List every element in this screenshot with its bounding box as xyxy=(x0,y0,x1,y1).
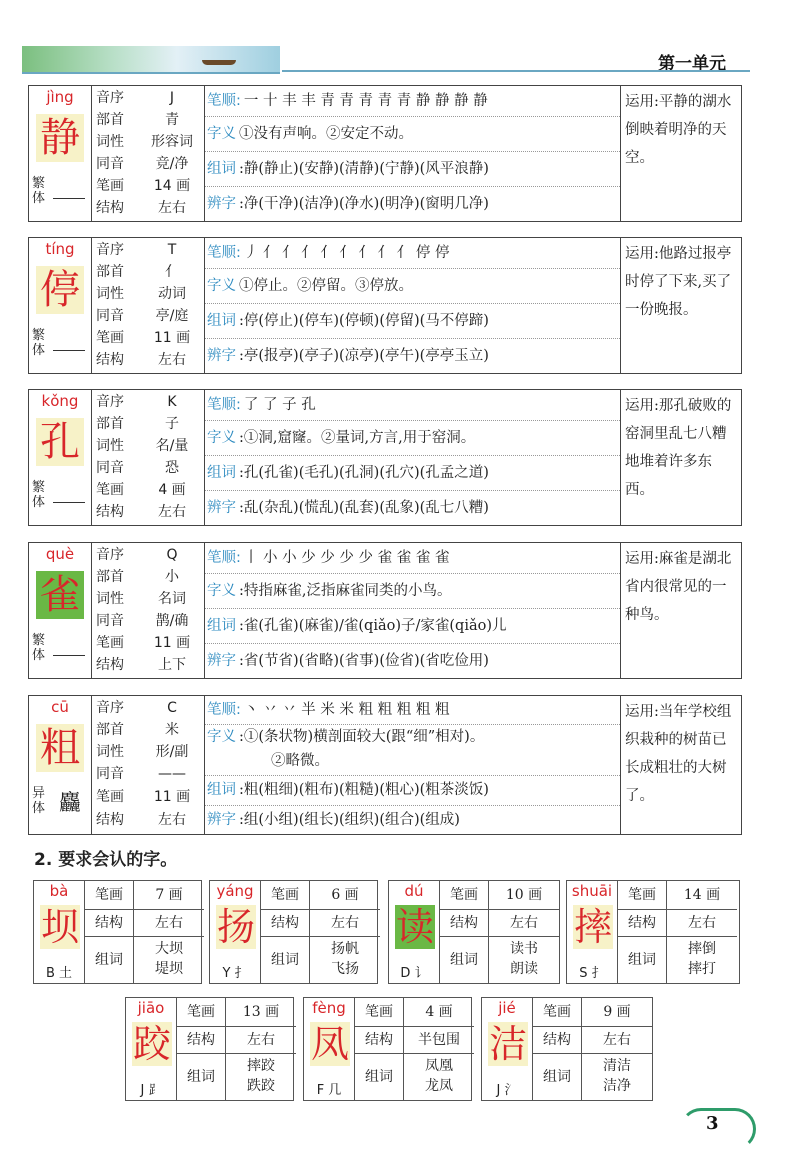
pinyin: què xyxy=(45,545,75,563)
info-key: 音序 xyxy=(96,90,124,106)
usage-example xyxy=(621,238,739,373)
structure-value: 左右 xyxy=(510,915,538,931)
card-radical: D 讠 xyxy=(400,966,428,981)
card-word: 摔跤 xyxy=(247,1058,275,1074)
usage-example xyxy=(621,696,739,834)
card-pinyin: dú xyxy=(404,882,424,900)
pinyin: cū xyxy=(51,698,69,716)
card-character: 凤 xyxy=(310,1022,349,1066)
card-pinyin: bà xyxy=(49,882,69,900)
info-value: 青 xyxy=(165,112,179,128)
card-radical: J ⻊ xyxy=(140,1083,162,1098)
card-radical: B 土 xyxy=(45,966,73,981)
header-banner-image xyxy=(22,46,280,74)
info-key: 结构 xyxy=(96,812,124,828)
card-word: 扬帆 xyxy=(331,941,359,957)
info-value: Q xyxy=(166,547,178,563)
traditional-label: 繁体 xyxy=(32,176,46,206)
char-details xyxy=(205,238,621,373)
card-char-cell xyxy=(304,998,355,1100)
info-value: 11 画 xyxy=(153,789,191,805)
pinyin: tíng xyxy=(45,240,75,258)
strokes-value: 14 画 xyxy=(683,887,721,903)
meaning-text: :①(条状物)横剖面较大(跟“细”相对)。 xyxy=(239,729,485,745)
info-key: 词性 xyxy=(96,134,124,150)
words-label: 组词 xyxy=(207,618,236,634)
info-key: 笔画 xyxy=(96,482,124,498)
distinguish-text: :乱(杂乱)(慌乱)(乱套)(乱象)(乱七八糟) xyxy=(239,500,489,516)
recognize-card-jiao xyxy=(125,997,294,1101)
info-key: 部首 xyxy=(96,569,124,585)
strokes-key: 笔画 xyxy=(85,881,134,909)
structure-value: 半包围 xyxy=(418,1032,460,1048)
char-details xyxy=(205,86,621,221)
distinguish-label: 辨字 xyxy=(207,812,236,828)
info-key: 笔画 xyxy=(96,635,124,651)
traditional-blank xyxy=(53,655,85,656)
words-key: 组词 xyxy=(355,1054,404,1100)
usage-label: 运用 xyxy=(625,704,654,720)
info-key: 音序 xyxy=(96,394,124,410)
char-cell xyxy=(29,86,92,221)
info-value: 11 画 xyxy=(153,635,191,651)
recognize-card-jie xyxy=(481,997,653,1101)
info-key: 同音 xyxy=(96,156,124,172)
info-value: 动词 xyxy=(158,286,186,302)
char-info xyxy=(92,543,205,678)
words-label: 组词 xyxy=(207,465,236,481)
structure-key: 结构 xyxy=(533,1027,582,1053)
char-details xyxy=(205,390,621,525)
words-label: 组词 xyxy=(207,313,236,329)
structure-value: 左右 xyxy=(247,1032,275,1048)
info-value: 11 画 xyxy=(153,330,191,346)
distinguish-text: :亭(报亭)(亭子)(凉亭)(亭午)(亭亭玉立) xyxy=(239,348,489,364)
boat-illustration xyxy=(202,60,236,65)
recognize-card-du xyxy=(388,880,560,984)
words-key: 组词 xyxy=(261,937,310,983)
char-cell xyxy=(29,543,92,678)
char-entry-que xyxy=(28,542,742,679)
info-key: 笔画 xyxy=(96,178,124,194)
usage-label: 运用 xyxy=(625,551,654,567)
card-character: 跤 xyxy=(132,1022,171,1066)
info-value: 形/副 xyxy=(155,744,189,760)
info-key: 同音 xyxy=(96,460,124,476)
words-text: :静(静止)(安静)(清静)(宁静)(风平浪静) xyxy=(239,161,489,177)
strokes-value: 6 画 xyxy=(331,887,359,903)
info-key: 音序 xyxy=(96,547,124,563)
info-value: 4 画 xyxy=(158,482,186,498)
page-number: 3 xyxy=(706,1113,719,1134)
stroke-order: 丨 小 小 少 少 少 少 雀 雀 雀 雀 xyxy=(243,550,450,566)
words-key: 组词 xyxy=(85,937,134,983)
card-pinyin: shuāi xyxy=(571,882,613,900)
card-char-cell xyxy=(34,881,85,983)
stroke-order: 一 十 丰 丰 青 青 青 青 青 静 静 静 静 xyxy=(243,93,488,109)
info-value: 米 xyxy=(165,722,179,738)
strokes-label: 笔顺: xyxy=(207,550,241,566)
structure-value: 左右 xyxy=(603,1032,631,1048)
info-key: 词性 xyxy=(96,438,124,454)
structure-key: 结构 xyxy=(261,910,310,936)
recognize-card-yang xyxy=(209,880,378,984)
words-text: :雀(孔雀)(麻雀)/雀(qiǎo)子/家雀(qiǎo)儿 xyxy=(239,618,507,634)
info-value: 亻 xyxy=(165,264,179,280)
info-key: 笔画 xyxy=(96,330,124,346)
info-value: 亭/庭 xyxy=(155,308,189,324)
strokes-label: 笔顺: xyxy=(207,245,241,261)
info-value: 14 画 xyxy=(153,178,191,194)
card-character: 读 xyxy=(395,905,434,949)
distinguish-label: 辨字 xyxy=(207,196,236,212)
distinguish-text: :净(干净)(洁净)(净水)(明净)(窗明几净) xyxy=(239,196,489,212)
card-character: 扬 xyxy=(216,905,255,949)
structure-key: 结构 xyxy=(355,1027,404,1053)
usage-text: :那孔破败的窑洞里乱七八糟地堆着许多东西。 xyxy=(625,398,732,498)
char-details xyxy=(205,543,621,678)
words-text: :粗(粗细)(粗布)(粗糙)(粗心)(粗茶淡饭) xyxy=(239,782,489,798)
section-title: 2. 要求会认的字。 xyxy=(34,850,178,870)
char-info xyxy=(92,238,205,373)
distinguish-label: 辨字 xyxy=(207,500,236,516)
info-key: 同音 xyxy=(96,308,124,324)
traditional-blank xyxy=(53,198,85,199)
info-value: 上下 xyxy=(158,657,186,673)
card-word: 摔打 xyxy=(688,961,716,977)
big-character: 孔 xyxy=(36,418,84,466)
info-value: 左右 xyxy=(158,504,186,520)
info-key: 结构 xyxy=(96,504,124,520)
words-key: 组词 xyxy=(440,937,489,983)
usage-label: 运用 xyxy=(625,398,654,414)
traditional-label: 繁体 xyxy=(32,328,46,358)
card-pinyin: jié xyxy=(498,999,516,1017)
strokes-label: 笔顺: xyxy=(207,93,241,109)
meaning-text: ①停止。②停留。③停放。 xyxy=(239,278,413,294)
pinyin: jìng xyxy=(46,88,74,106)
usage-example xyxy=(621,390,739,525)
meaning-text: :①洞,窟窿。②量词,方言,用于窑洞。 xyxy=(239,430,476,446)
structure-key: 结构 xyxy=(440,910,489,936)
char-cell xyxy=(29,696,92,834)
big-character: 静 xyxy=(36,114,84,162)
structure-value: 左右 xyxy=(331,915,359,931)
card-char-cell xyxy=(567,881,618,983)
strokes-label: 笔顺: xyxy=(207,702,241,718)
card-word: 飞扬 xyxy=(331,961,359,977)
card-word: 凤凰 xyxy=(425,1058,453,1074)
meaning-text: ①没有声响。②安定不动。 xyxy=(239,126,413,142)
info-key: 部首 xyxy=(96,722,124,738)
card-char-cell xyxy=(210,881,261,983)
traditional-label: 繁体 xyxy=(32,480,46,510)
char-entry-cu xyxy=(28,695,742,835)
traditional-blank xyxy=(53,502,85,503)
card-radical: S 扌 xyxy=(579,966,605,981)
card-char-cell xyxy=(482,998,533,1100)
card-character: 坝 xyxy=(40,905,79,949)
card-word: 大坝 xyxy=(155,941,183,957)
pinyin: kǒng xyxy=(41,392,79,410)
usage-example xyxy=(621,543,739,678)
char-info xyxy=(92,696,205,834)
char-info xyxy=(92,390,205,525)
big-character: 停 xyxy=(36,266,84,314)
structure-key: 结构 xyxy=(177,1027,226,1053)
strokes-value: 9 画 xyxy=(603,1004,631,1020)
meaning-label: 字义 xyxy=(207,430,236,446)
big-character: 粗 xyxy=(36,724,84,772)
strokes-value: 13 画 xyxy=(242,1004,280,1020)
info-key: 音序 xyxy=(96,700,124,716)
meaning-label: 字义 xyxy=(207,729,236,745)
traditional-blank xyxy=(53,350,85,351)
info-key: 词性 xyxy=(96,591,124,607)
card-word: 跌跤 xyxy=(247,1078,275,1094)
info-value: 竞/净 xyxy=(155,156,189,172)
words-text: :停(停止)(停车)(停顿)(停留)(马不停蹄) xyxy=(239,313,489,329)
info-value: 左右 xyxy=(158,200,186,216)
header-divider xyxy=(282,70,750,72)
info-key: 部首 xyxy=(96,416,124,432)
info-key: 词性 xyxy=(96,744,124,760)
info-value: 名/量 xyxy=(155,438,189,454)
info-value: K xyxy=(167,394,177,410)
words-key: 组词 xyxy=(533,1054,582,1100)
meaning-label: 字义 xyxy=(207,278,236,294)
char-details xyxy=(205,696,621,834)
info-value: 名词 xyxy=(158,591,186,607)
info-value: —— xyxy=(158,766,186,782)
stroke-order: 丶 丷 丷 半 米 米 粗 粗 粗 粗 粗 xyxy=(243,702,450,718)
variant-label: 异体 xyxy=(32,786,46,816)
distinguish-label: 辨字 xyxy=(207,653,236,669)
words-text: :孔(孔雀)(毛孔)(孔洞)(孔穴)(孔孟之道) xyxy=(239,465,489,481)
card-pinyin: yáng xyxy=(216,882,254,900)
info-value: J xyxy=(169,90,175,106)
char-info xyxy=(92,86,205,221)
card-word: 洁净 xyxy=(603,1078,631,1094)
info-key: 结构 xyxy=(96,352,124,368)
unit-title: 第一单元 xyxy=(658,54,726,74)
card-word: 朗读 xyxy=(510,961,538,977)
card-radical: Y 扌 xyxy=(222,966,248,981)
strokes-value: 7 画 xyxy=(155,887,183,903)
info-key: 结构 xyxy=(96,657,124,673)
usage-text: :麻雀是湖北省内很常见的一种鸟。 xyxy=(625,551,732,623)
usage-label: 运用 xyxy=(625,94,654,110)
strokes-key: 笔画 xyxy=(261,881,310,909)
card-pinyin: jiāo xyxy=(137,999,165,1017)
big-character: 雀 xyxy=(36,571,84,619)
words-label: 组词 xyxy=(207,161,236,177)
info-key: 同音 xyxy=(96,766,124,782)
words-label: 组词 xyxy=(207,782,236,798)
char-entry-jing xyxy=(28,85,742,222)
distinguish-text: :省(节省)(省略)(省事)(俭省)(省吃俭用) xyxy=(239,653,489,669)
info-value: 左右 xyxy=(158,352,186,368)
card-word: 龙凤 xyxy=(425,1078,453,1094)
strokes-value: 4 画 xyxy=(425,1004,453,1020)
usage-text: :平静的湖水倒映着明净的天空。 xyxy=(625,94,732,166)
info-value: 鹊/确 xyxy=(155,613,189,629)
strokes-label: 笔顺: xyxy=(207,397,241,413)
stroke-order: 了 了 子 孔 xyxy=(243,397,316,413)
info-key: 词性 xyxy=(96,286,124,302)
info-key: 笔画 xyxy=(96,789,124,805)
card-radical: F 几 xyxy=(316,1083,342,1098)
distinguish-text: :组(小组)(组长)(组织)(组合)(组成) xyxy=(239,812,460,828)
usage-text: :当年学校组织栽种的树苗已长成粗壮的大树了。 xyxy=(625,704,732,804)
card-char-cell xyxy=(126,998,177,1100)
recognize-card-ba xyxy=(33,880,202,984)
recognize-card-feng xyxy=(303,997,472,1101)
strokes-value: 10 画 xyxy=(505,887,543,903)
info-key: 同音 xyxy=(96,613,124,629)
card-character: 摔 xyxy=(573,905,612,949)
char-cell xyxy=(29,238,92,373)
structure-value: 左右 xyxy=(688,915,716,931)
info-key: 部首 xyxy=(96,112,124,128)
info-value: 左右 xyxy=(158,812,186,828)
strokes-key: 笔画 xyxy=(618,881,667,909)
usage-text: :他路过报亭时停了下来,买了一份晚报。 xyxy=(625,246,732,318)
info-key: 部首 xyxy=(96,264,124,280)
info-value: 小 xyxy=(165,569,179,585)
char-entry-kong xyxy=(28,389,742,526)
card-word: 堤坝 xyxy=(155,961,183,977)
strokes-key: 笔画 xyxy=(533,998,582,1026)
words-key: 组词 xyxy=(618,937,667,983)
card-word: 摔倒 xyxy=(688,941,716,957)
structure-key: 结构 xyxy=(618,910,667,936)
card-pinyin: fèng xyxy=(312,999,346,1017)
card-character: 洁 xyxy=(488,1022,527,1066)
info-value: C xyxy=(167,700,177,716)
words-key: 组词 xyxy=(177,1054,226,1100)
distinguish-label: 辨字 xyxy=(207,348,236,364)
info-value: T xyxy=(167,242,177,258)
strokes-key: 笔画 xyxy=(440,881,489,909)
info-value: 形容词 xyxy=(151,134,193,150)
structure-value: 左右 xyxy=(155,915,183,931)
meaning-label: 字义 xyxy=(207,583,236,599)
variant-character: 麤 xyxy=(58,791,81,816)
card-radical: J 氵 xyxy=(496,1083,518,1098)
info-key: 音序 xyxy=(96,242,124,258)
stroke-order: 丿 亻 亻 亻 亻 亻 亻 亻 亻 停 停 xyxy=(243,245,450,261)
info-value: 子 xyxy=(165,416,179,432)
strokes-key: 笔画 xyxy=(177,998,226,1026)
meaning-text-2: ②略微。 xyxy=(271,753,329,769)
usage-example xyxy=(621,86,739,221)
meaning-label: 字义 xyxy=(207,126,236,142)
strokes-key: 笔画 xyxy=(355,998,404,1026)
card-word: 清洁 xyxy=(603,1058,631,1074)
traditional-label: 繁体 xyxy=(32,633,46,663)
meaning-text: :特指麻雀,泛指麻雀同类的小鸟。 xyxy=(239,583,452,599)
info-value: 恐 xyxy=(165,460,179,476)
recognize-card-shuai xyxy=(566,880,740,984)
info-key: 结构 xyxy=(96,200,124,216)
usage-label: 运用 xyxy=(625,246,654,262)
card-word: 读书 xyxy=(510,941,538,957)
card-char-cell xyxy=(389,881,440,983)
char-cell xyxy=(29,390,92,525)
char-entry-ting xyxy=(28,237,742,374)
structure-key: 结构 xyxy=(85,910,134,936)
